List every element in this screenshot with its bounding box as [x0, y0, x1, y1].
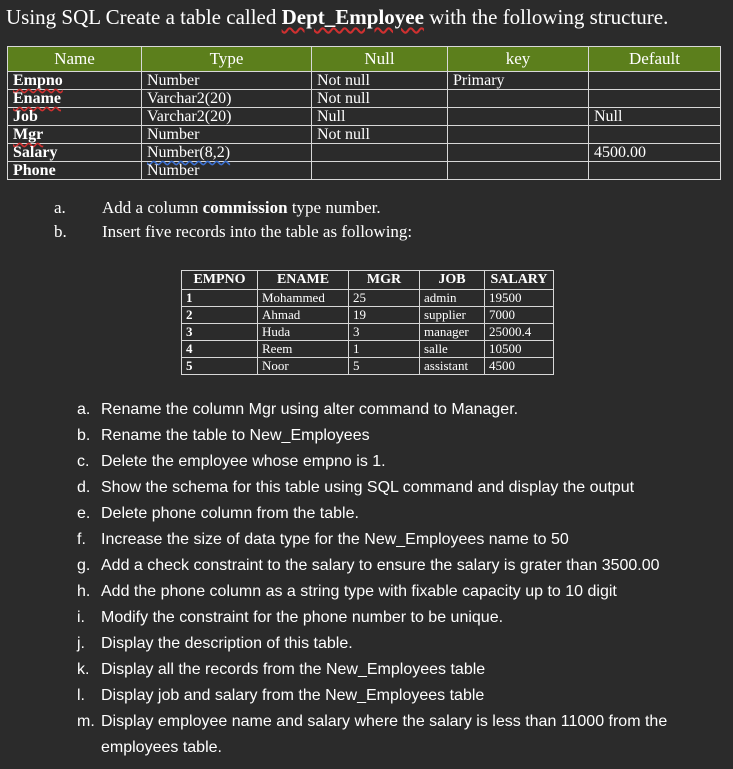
list-item	[77, 683, 727, 709]
structure-cell: Empno	[8, 72, 142, 90]
records-cell: Huda	[258, 324, 349, 341]
records-cell: 25000.4	[485, 324, 554, 341]
records-header-cell: JOB	[420, 271, 485, 290]
records-row	[182, 307, 554, 324]
task-text: Rename the column Mgr using alter command to Manager.	[101, 401, 519, 418]
list-item	[77, 709, 727, 761]
structure-cell	[589, 162, 721, 180]
records-cell: admin	[420, 290, 485, 307]
records-cell: 3	[349, 324, 420, 341]
structure-cell: Varchar2(20)	[142, 108, 312, 126]
title-prefix: Using SQL Create a table called	[6, 5, 282, 29]
records-cell: supplier	[420, 307, 485, 324]
structure-cell	[589, 90, 721, 108]
records-cell: 2	[182, 307, 258, 324]
structure-cell: Salary	[8, 144, 142, 162]
subtask-label: b.	[54, 222, 67, 241]
subtask-text: type number.	[287, 198, 381, 217]
structure-cell: Number	[142, 126, 312, 144]
subtask-b	[54, 222, 412, 242]
records-row	[182, 324, 554, 341]
records-row	[182, 358, 554, 375]
task-text: Rename the table to New_Employees	[101, 427, 370, 444]
task-label: j.	[77, 635, 85, 652]
list-item	[77, 501, 727, 527]
title-suffix: with the following structure.	[423, 5, 669, 29]
structure-header-cell: Null	[312, 47, 448, 72]
records-cell: 1	[182, 290, 258, 307]
structure-cell: Number	[142, 72, 312, 90]
list-item	[77, 527, 727, 553]
records-cell: 4500	[485, 358, 554, 375]
structure-cell	[589, 72, 721, 90]
records-header-cell: SALARY	[485, 271, 554, 290]
structure-cell: Varchar2(20)	[142, 90, 312, 108]
list-item	[77, 553, 727, 579]
list-item	[77, 449, 727, 475]
task-label: a.	[77, 401, 91, 418]
task-text: Increase the size of data type for the New_Employees name to 50	[101, 531, 569, 548]
structure-row	[8, 90, 721, 108]
task-label: i.	[77, 609, 85, 626]
structure-cell: Job	[8, 108, 142, 126]
structure-cell: Null	[312, 108, 448, 126]
task-text: Modify the constraint for the phone number to be unique.	[101, 609, 504, 626]
records-cell: 10500	[485, 341, 554, 358]
records-cell: manager	[420, 324, 485, 341]
structure-cell: Not null	[312, 90, 448, 108]
records-cell: Mohammed	[258, 290, 349, 307]
structure-cell	[312, 162, 448, 180]
task-label: g.	[77, 557, 91, 574]
structure-cell	[448, 90, 589, 108]
subtask-text: Insert five records into the table as following:	[102, 222, 413, 241]
task-label: f.	[77, 531, 86, 548]
records-cell: 4	[182, 341, 258, 358]
assignment-title	[6, 5, 668, 30]
task-label: h.	[77, 583, 91, 600]
structure-cell: Mgr	[8, 126, 142, 144]
task-text: Display job and salary from the New_Employees table	[101, 687, 485, 704]
subtask-label: a.	[54, 198, 66, 217]
records-row	[182, 341, 554, 358]
structure-header-row	[8, 47, 721, 72]
structure-row	[8, 72, 721, 90]
records-cell: 5	[182, 358, 258, 375]
records-header-row	[182, 271, 554, 290]
subtask-text: Add a column	[102, 198, 203, 217]
structure-cell	[448, 162, 589, 180]
structure-row	[8, 162, 721, 180]
records-cell: 25	[349, 290, 420, 307]
structure-cell	[448, 108, 589, 126]
list-item	[77, 475, 727, 501]
records-cell: 1	[349, 341, 420, 358]
structure-cell	[448, 144, 589, 162]
structure-row	[8, 108, 721, 126]
list-item	[77, 605, 727, 631]
task-label: k.	[77, 661, 90, 678]
records-cell: 3	[182, 324, 258, 341]
structure-cell: Phone	[8, 162, 142, 180]
task-text: Add the phone column as a string type with fixable capacity up to 10 digit	[101, 583, 617, 600]
structure-cell	[589, 126, 721, 144]
records-header-cell: MGR	[349, 271, 420, 290]
title-table-name: Dept_Employee	[281, 5, 424, 29]
structure-cell: Number(8,2)	[142, 144, 312, 162]
task-text: Add a check constraint to the salary to ensure the salary is grater than 3500.00	[101, 557, 660, 574]
task-label: m.	[77, 713, 95, 730]
structure-cell: Primary	[448, 72, 589, 90]
task-text: Show the schema for this table using SQL command and display the output	[101, 479, 635, 496]
task-list	[77, 397, 727, 761]
structure-header-cell: Default	[589, 47, 721, 72]
structure-cell: Null	[589, 108, 721, 126]
task-label: b.	[77, 427, 91, 444]
structure-cell: Ename	[8, 90, 142, 108]
structure-cell: 4500.00	[589, 144, 721, 162]
records-cell: salle	[420, 341, 485, 358]
structure-cell	[312, 144, 448, 162]
list-item	[77, 423, 727, 449]
task-label: c.	[77, 453, 90, 470]
structure-row	[8, 126, 721, 144]
structure-header-cell: key	[448, 47, 589, 72]
records-header-cell: ENAME	[258, 271, 349, 290]
subtask-a	[54, 198, 381, 218]
records-cell: 19	[349, 307, 420, 324]
records-cell: 5	[349, 358, 420, 375]
records-cell: assistant	[420, 358, 485, 375]
list-item	[77, 657, 727, 683]
structure-cell: Number	[142, 162, 312, 180]
list-item	[77, 579, 727, 605]
records-table	[181, 270, 554, 375]
records-row	[182, 290, 554, 307]
task-label: d.	[77, 479, 91, 496]
task-text: Display the description of this table.	[101, 635, 353, 652]
records-header-cell: EMPNO	[182, 271, 258, 290]
structure-cell: Not null	[312, 72, 448, 90]
structure-cell: Not null	[312, 126, 448, 144]
task-text: Delete the employee whose empno is 1.	[101, 453, 386, 470]
structure-header-cell: Type	[142, 47, 312, 72]
task-text: Delete phone column from the table.	[101, 505, 359, 522]
records-cell: Noor	[258, 358, 349, 375]
task-text: Display all the records from the New_Employees table	[101, 661, 486, 678]
list-item	[77, 397, 727, 423]
records-cell: 7000	[485, 307, 554, 324]
structure-row	[8, 144, 721, 162]
records-cell: Reem	[258, 341, 349, 358]
list-item	[77, 631, 727, 657]
records-cell: Ahmad	[258, 307, 349, 324]
structure-table	[7, 46, 721, 180]
structure-cell	[448, 126, 589, 144]
records-cell: 19500	[485, 290, 554, 307]
task-label: l.	[77, 687, 85, 704]
structure-header-cell: Name	[8, 47, 142, 72]
task-text: Display employee name and salary where the salary is less than 11000 from the employees table.	[101, 713, 668, 756]
subtask-bold: commission	[202, 198, 288, 217]
task-label: e.	[77, 505, 91, 522]
